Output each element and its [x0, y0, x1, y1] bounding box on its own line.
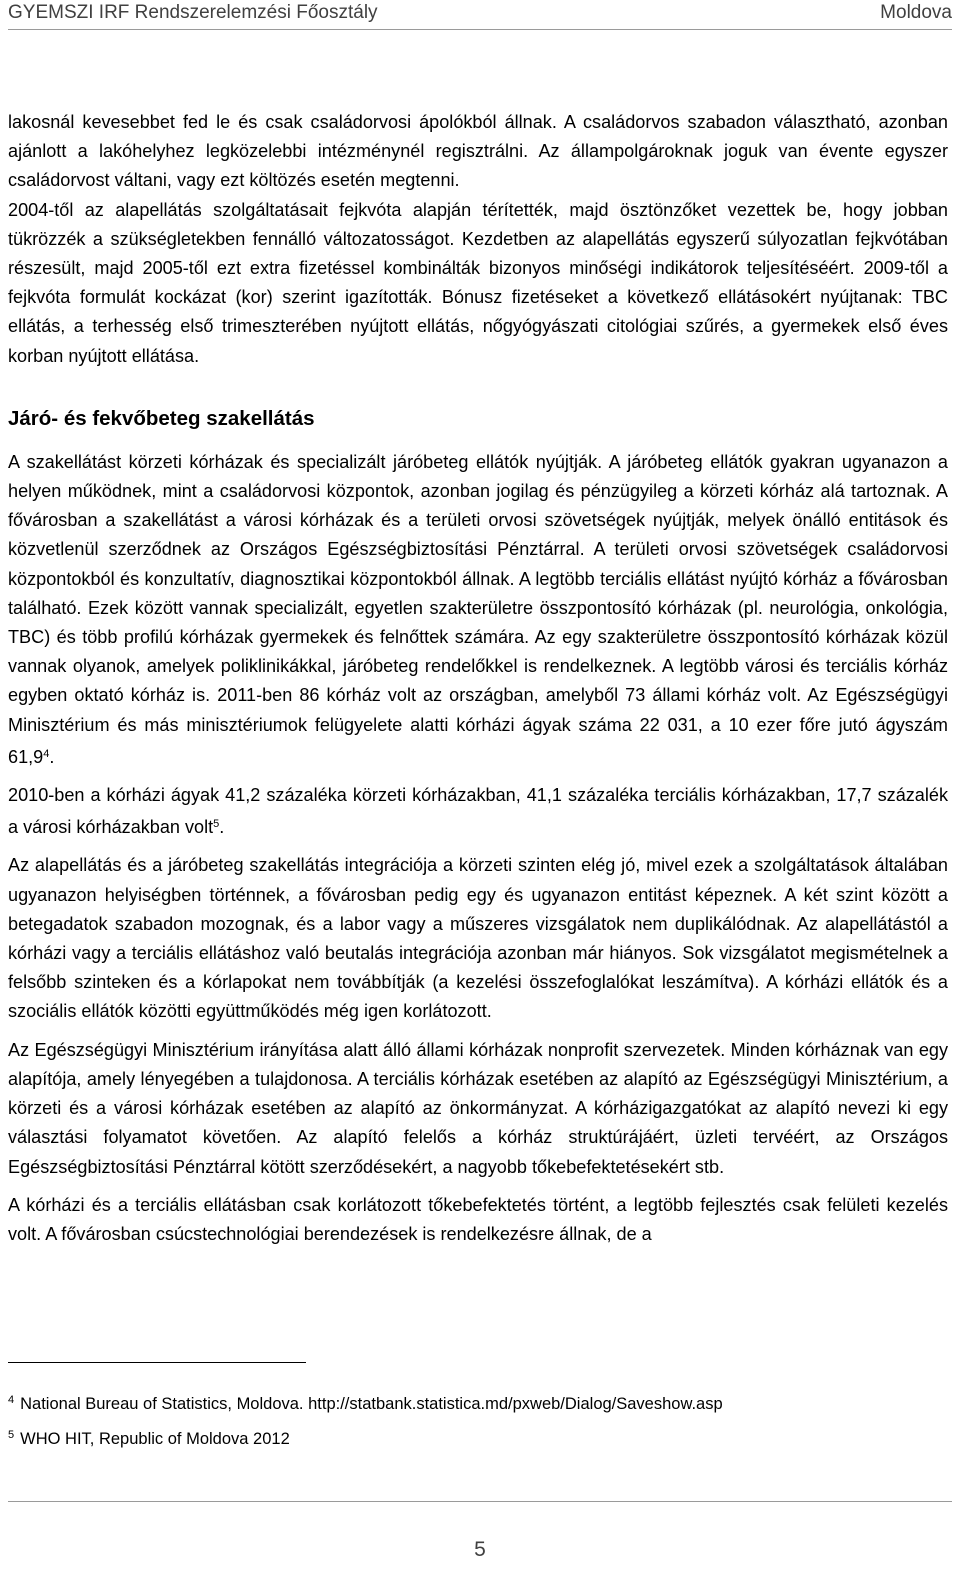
- footnote: [8, 1390, 723, 1414]
- paragraph: Az Egészségügyi Minisztérium irányítása alatt álló állami kórházak nonprofit szervezetek. Minden kórháznak van egy alapítója, amely lényegében a tulajdonosa. A terciális kórházak esetében az alapító az Egészségügyi Minisztérium, a körzeti és a városi kórházak esetében az alapító az önkormányzat. A kórházigazgatókat az alapító nevezi ki egy választási folyamatot követően. Az alapító felelős a kórház struktúrájáért, üzleti tervéért, az Országos Egészségbiztosítási Pénztárral kötött szerződésekért, a nagyobb tőkebefektetésekért stb.: [8, 1039, 948, 1177]
- paragraph-end: .: [49, 746, 55, 767]
- paragraph: [8, 781, 948, 842]
- footnote-number: 5: [8, 1429, 15, 1441]
- header-country: Moldova: [880, 2, 952, 23]
- paragraph: [8, 448, 948, 772]
- footnote-reference: 5: [213, 818, 220, 831]
- page-body: [8, 108, 948, 1249]
- paragraph: 2004-től az alapellátás szolgáltatásait fejkvóta alapján térítették, majd ösztönzőket vezettek be, hogy jobban tükrözzék a szükségletekben fennálló változatosságot. Kezdetben az alapellátás egyszerű súlyozatlan fejkvótában részesült, majd 2005-től ezt extra fizetéssel kombinálták bizonyos minőségi indikátorok teljesítéséért. 2009-től a fejkvóta formulát kockázat (kor) szerint igazították. Bónusz fizetéseket a következő ellátásokért nyújtanak: TBC ellátás, a terhesség első trimeszterében nyújtott ellátás, nőgyógyászati citológiai szűrés, a gyermekek első éves korban nyújtott ellátása.: [8, 199, 948, 366]
- footnote-text: WHO HIT, Republic of Moldova 2012: [20, 1430, 290, 1448]
- paragraph: lakosnál kevesebbet fed le és csak családorvosi ápolókból állnak. A családorvos szabadon választható, azonban ajánlott a lakóhelyhez legközelebbi intézménynél regisztrálni. Az állampolgároknak joguk van évente egyszer családorvost váltani, vagy ezt költözés esetén megtenni.: [8, 112, 948, 191]
- footnote: [8, 1425, 290, 1449]
- page-number: 5: [474, 1538, 486, 1561]
- specialist-care-section: [8, 448, 948, 1249]
- paragraph-end: .: [219, 817, 225, 838]
- paragraph: Az alapellátás és a járóbeteg szakellátás integrációja a körzeti szinten elég jó, mivel ezek a szolgáltatások általában ugyanazon helyiségben történnek, a fővárosban pedig egy és ugyanazon entitást képeznek. A két szint között a betegadatok szabadon mozognak, és a labor vagy a műszeres vizsgálatok nem duplikálódnak. Az alapellátástól a kórházi vagy a terciális ellátáshoz való beutalás integrációja azonban már hiányos. Sok vizsgálatot megismételnek a felsőbb szinteken és a kórlapokat nem továbbítják (a kezelési összefoglalókat leszámítva). A kórházi ellátók és a szociális ellátók közötti együttműködés még igen korlátozott.: [8, 855, 948, 1022]
- primary-care-section: [8, 108, 948, 371]
- header-organization: GYEMSZI IRF Rendszerelemzési Főosztály: [8, 2, 378, 23]
- section-heading: Járó- és fekvőbeteg szakellátás: [8, 406, 315, 430]
- header-divider: [8, 29, 952, 30]
- paragraph: A kórházi és a terciális ellátásban csak korlátozott tőkebefektetés történt, a legtöbb fejlesztés csak felületi kezelés volt. A fővárosban csúcstechnológiai berendezések is rendelkezésre állnak, de a: [8, 1194, 948, 1244]
- footnote-text: National Bureau of Statistics, Moldova. http://statbank.statistica.md/pxweb/Dialog/Saveshow.asp: [20, 1395, 723, 1413]
- footnote-number: 4: [8, 1394, 15, 1406]
- paragraph-text: A szakellátást körzeti kórházak és specializált járóbeteg ellátók nyújtják. A járóbeteg ellátók gyakran ugyanazon a helyen működnek, mint a családorvosi központok, azonban jogilag és pénzügyileg a körzeti kórház alá tartoznak. A fővárosban a szakellátást a városi kórházak és a területi orvosi szövetségek nyújtják, melyek önálló entitások és közvetlenül szerződnek az Országos Egészségbiztosítási Pénztárral. A területi orvosi szövetségek családorvosi központokból és konzultatív, diagnosztikai központokból állnak. A legtöbb terciális ellátást nyújtó kórház a fővárosban található. Ezek között vannak specializált, egyetlen szakterületre összpontosító kórházak (pl. neurológia, onkológia, TBC) és több profilú kórházak gyermekek és felnőttek számára. Az egy szakterületre összpontosító kórházak közül vannak olyanok, amelyek poliklinikákkal, járóbeteg rendelőkkel is rendelkeznek. A legtöbb városi és terciális kórház egyben oktató kórház is. 2011-ben 86 kórház volt az országban, amelyből 73 állami kórház volt. Az Egészségügyi Minisztérium és más minisztériumok felügyelete alatti kórházi ágyak száma 22 031, a 10 ezer főre jutó ágyszám 61,9: [8, 451, 948, 767]
- footnote-separator: [8, 1362, 306, 1363]
- footnote-reference: 4: [43, 747, 50, 760]
- footer-divider: [8, 1501, 952, 1502]
- page-header: [8, 2, 952, 28]
- paragraph-text: 2010-ben a kórházi ágyak 41,2 százaléka körzeti kórházakban, 41,1 százaléka terciális kórházakban, 17,7 százalék a városi kórházakban volt: [8, 785, 948, 838]
